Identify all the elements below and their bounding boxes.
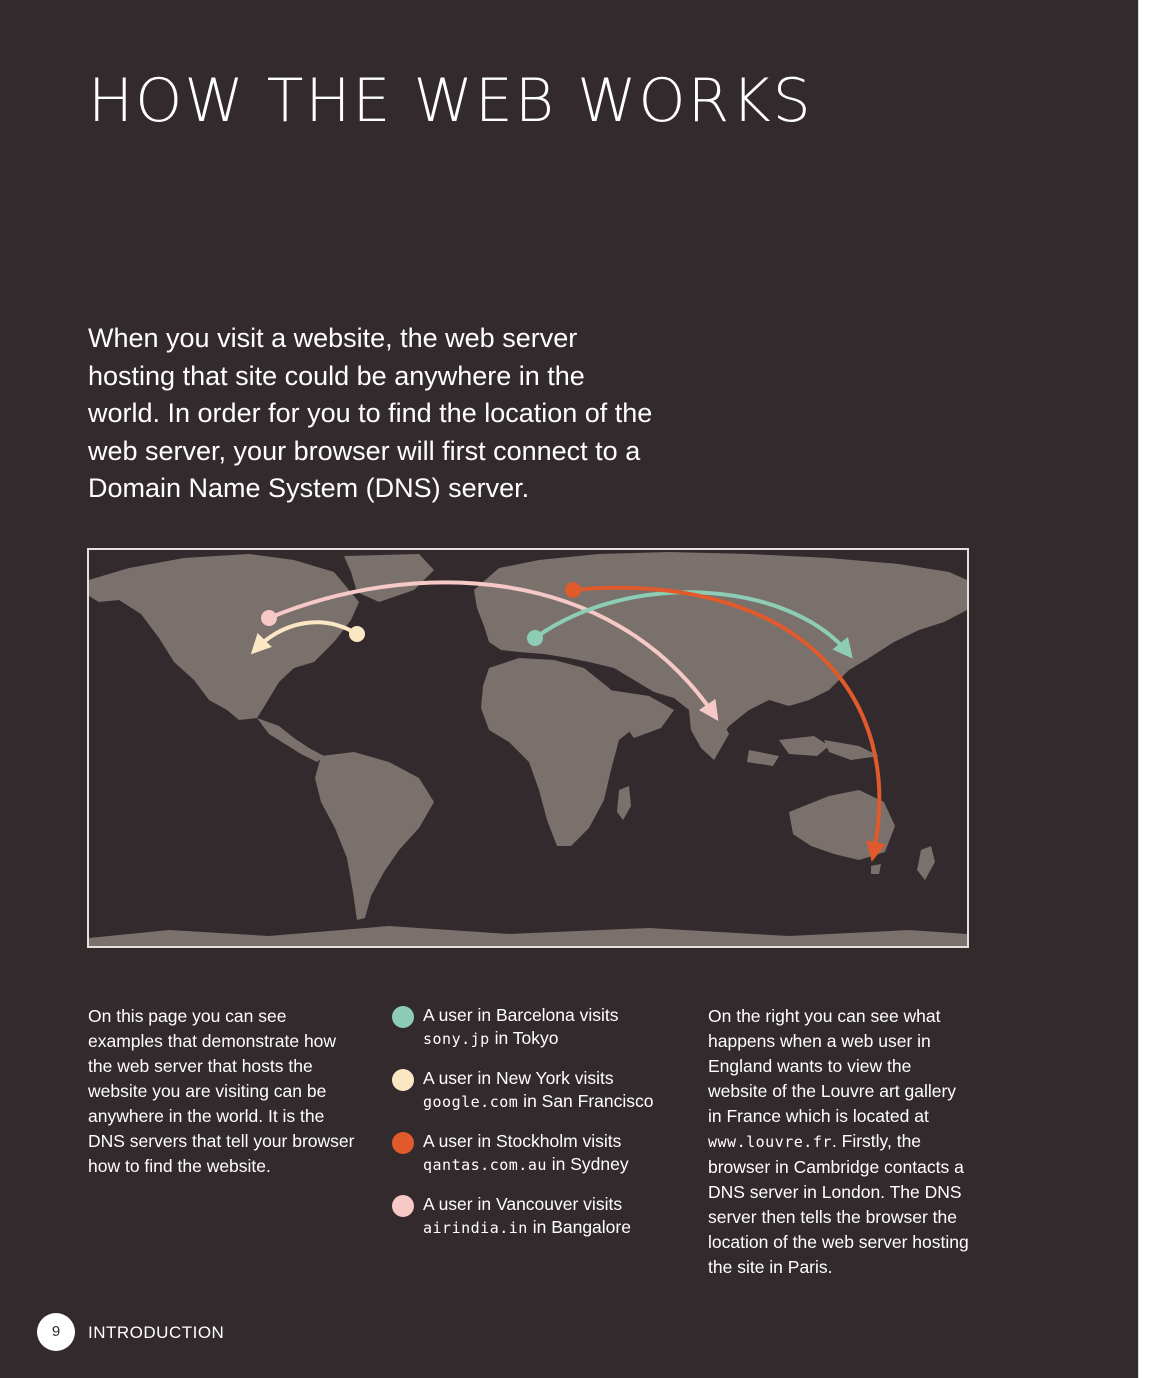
vancouver-dot bbox=[261, 610, 277, 626]
right-column-text bbox=[708, 1004, 973, 1280]
louvre-url: www.louvre.fr bbox=[708, 1133, 832, 1151]
north-america bbox=[89, 554, 359, 720]
section-label: INTRODUCTION bbox=[88, 1323, 225, 1342]
page-title: HOW THE WEB WORKS bbox=[88, 66, 813, 136]
stockholm-dot bbox=[565, 582, 581, 598]
madagascar bbox=[617, 786, 631, 820]
legend-site: google.com bbox=[423, 1093, 519, 1111]
legend-dest: in Bangalore bbox=[527, 1217, 631, 1237]
africa bbox=[481, 658, 644, 846]
legend-dest: in San Francisco bbox=[518, 1091, 654, 1111]
legend-lead: A user in Barcelona visits bbox=[423, 1005, 619, 1025]
legend-item bbox=[392, 1193, 692, 1256]
world-map-svg bbox=[89, 550, 967, 946]
legend-dest: in Sydney bbox=[546, 1154, 629, 1174]
central-america bbox=[257, 718, 324, 762]
newyork-dot bbox=[349, 626, 365, 642]
new-zealand bbox=[917, 846, 935, 880]
page-number-badge: 9 bbox=[37, 1313, 75, 1351]
right-text-part1: On the right you can see what happens when a web user in England wants to view the website of the Louvre art gallery in France which is located at bbox=[708, 1006, 957, 1126]
legend-item bbox=[392, 1067, 692, 1130]
legend bbox=[392, 1004, 692, 1256]
legend-dot-icon bbox=[392, 1132, 414, 1154]
legend-dest: in Tokyo bbox=[489, 1028, 559, 1048]
southeast-asia bbox=[779, 736, 829, 756]
barcelona-dot bbox=[527, 630, 543, 646]
page-edge bbox=[1138, 0, 1172, 1378]
south-america bbox=[315, 752, 434, 920]
legend-item bbox=[392, 1130, 692, 1193]
intro-paragraph: When you visit a website, the web server hosting that site could be anywhere in the world. In order for you to find the location of the web server, your browser will first connect to a Domain Name System (DNS) server. bbox=[88, 323, 653, 503]
legend-dot-icon bbox=[392, 1069, 414, 1091]
continents bbox=[89, 552, 967, 946]
legend-lead: A user in Vancouver visits bbox=[423, 1194, 623, 1214]
antarctica bbox=[89, 926, 967, 946]
legend-lead: A user in Stockholm visits bbox=[423, 1131, 622, 1151]
legend-item bbox=[392, 1004, 692, 1067]
legend-site: airindia.in bbox=[423, 1219, 528, 1237]
legend-dot-icon bbox=[392, 1006, 414, 1028]
right-text-part2: . Firstly, the browser in Cambridge contacts a DNS server in London. The DNS server then tells the browser the location of the web server hosting the site in Paris. bbox=[708, 1131, 969, 1277]
left-column-text: On this page you can see examples that demonstrate how the web server that hosts the website you are visiting can be anywhere in the world. It is the DNS servers that tell your browser how to find the website. bbox=[88, 1006, 355, 1176]
legend-lead: A user in New York visits bbox=[423, 1068, 614, 1088]
legend-site: qantas.com.au bbox=[423, 1156, 547, 1174]
legend-site: sony.jp bbox=[423, 1030, 490, 1048]
greenland bbox=[344, 554, 434, 602]
legend-dot-icon bbox=[392, 1195, 414, 1217]
world-map bbox=[87, 548, 969, 948]
